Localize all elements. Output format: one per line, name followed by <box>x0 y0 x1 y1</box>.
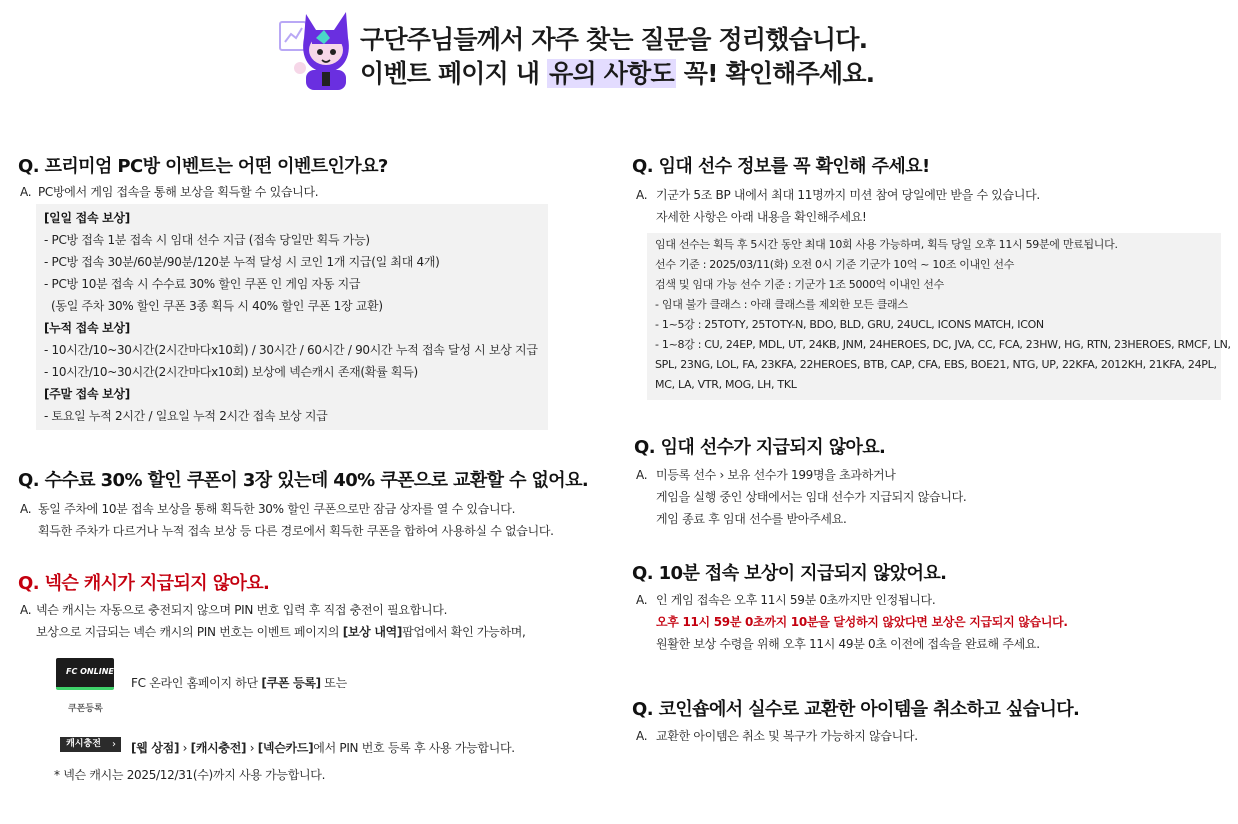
answer-line-1: 넥슨 캐시는 자동으로 충전되지 않으며 PIN 번호 입력 후 직접 충전이 필요합니다. <box>36 603 448 617</box>
faq-q6-answer-line3: 원활한 보상 수령을 위해 오후 11시 49분 0초 이전에 접속을 완료해 주세요. <box>656 637 1040 651</box>
chevron-right-icon: › <box>719 468 724 482</box>
faq-q6-title: Q. 10분 접속 보상이 지급되지 않았어요. <box>632 563 947 584</box>
answer-prefix: A. <box>20 185 32 199</box>
coupon-register-label: [쿠폰 등록] <box>261 676 321 690</box>
row2-post: 에서 PIN 번호 등록 후 사용 가능합니다. <box>313 741 515 755</box>
answer-line-2-pre: 보상으로 지급되는 넥슨 캐시의 PIN 번호는 이벤트 페이지의 <box>36 625 343 639</box>
detail-line: - PC방 접속 1분 접속 시 임대 선수 지급 (접속 당일만 획득 가능) <box>44 233 370 247</box>
nexon-card-label: [넥슨카드] <box>257 741 314 755</box>
reward-history-label: [보상 내역] <box>342 625 403 639</box>
chevron-right-icon: › <box>179 741 191 755</box>
faq-q3-answer-line2 <box>20 621 526 643</box>
chevron-right-icon: › <box>246 741 258 755</box>
faq-q6-answer <box>636 589 935 611</box>
faq-q4-detail-box <box>647 233 1231 400</box>
answer-line-1-pre: 미등록 선수 <box>656 468 720 482</box>
mascot-cat-icon <box>276 8 362 92</box>
header-line-2 <box>360 54 874 90</box>
faq-q2-answer-line2 <box>20 520 554 542</box>
header-line-2-post: 꼭! 확인해주세요. <box>675 59 875 88</box>
faq-q3-answer <box>20 599 447 621</box>
detail-line: - 1~8강 : CU, 24EP, MDL, UT, 24KB, JNM, 24HEROES, DC, JVA, CC, FCA, 23HW, HG, RTN, 23HEROES, RMCF, LN, <box>655 338 1231 351</box>
detail-line: - PC방 접속 30분/60분/90분/120분 누적 달성 시 코인 1개 지급(일 최대 4개) <box>44 255 440 269</box>
chevron-right-icon: › <box>107 737 121 752</box>
coupon-instruction-row <box>131 674 347 691</box>
detail-line: 선수 기준 : 2025/03/11(화) 오전 0시 기준 기군가 10억 ~ 10조 이내인 선수 <box>655 258 1015 271</box>
detail-line: 검색 및 임대 가능 선수 기준 : 기군가 1조 5000억 이내인 선수 <box>655 278 944 291</box>
faq-q5-title: Q. 임대 선수가 지급되지 않아요. <box>634 437 886 458</box>
detail-line: - 10시간/10~30시간(2시간마다x10회) 보상에 넥슨캐시 존재(확률 획득) <box>44 365 418 379</box>
row1-post: 또는 <box>320 676 347 690</box>
faq-q1-answer <box>20 181 318 203</box>
faq-header <box>0 0 1238 100</box>
answer-line-1: 동일 주차에 10분 접속 보상을 통해 획득한 30% 할인 쿠폰으로만 잠금 상자를 열 수 있습니다. <box>38 502 516 516</box>
detail-line: - PC방 10분 접속 시 수수료 30% 할인 쿠폰 인 게임 자동 지급 <box>44 277 361 291</box>
answer-prefix: A. <box>636 468 648 482</box>
coupon-register-caption: 쿠폰등록 <box>68 704 103 714</box>
answer-prefix: A. <box>636 729 648 743</box>
faq-q4-answer-line2: 자세한 사항은 아래 내용을 확인해주세요! <box>656 210 867 224</box>
cash-instruction-row <box>131 739 515 756</box>
faq-q7-answer <box>636 725 918 747</box>
answer-line-1: 교환한 아이템은 취소 및 복구가 가능하지 않습니다. <box>656 729 918 743</box>
detail-line: - 임대 불가 클래스 : 아래 클래스를 제외한 모든 클래스 <box>655 298 908 311</box>
header-highlight: 유의 사항도 <box>549 59 674 88</box>
answer-line-1: 인 게임 접속은 오후 11시 59분 0초까지만 인정됩니다. <box>656 593 936 607</box>
faq-q7-title: Q. 코인숍에서 실수로 교환한 아이템을 취소하고 싶습니다. <box>632 699 1080 720</box>
detail-line: 임대 선수는 획득 후 5시간 동안 최대 10회 사용 가능하며, 획득 당일 오후 11시 59분에 만료됩니다. <box>655 238 1118 251</box>
header-line-2-pre: 이벤트 페이지 내 <box>360 59 548 88</box>
faq-q4-answer <box>636 184 1040 206</box>
detail-line: (동일 주차 30% 할인 쿠폰 3종 획득 시 40% 할인 쿠폰 1장 교환) <box>44 299 383 313</box>
faq-q2-title: Q. 수수료 30% 할인 쿠폰이 3장 있는데 40% 쿠폰으로 교환할 수 없어요. <box>18 470 589 491</box>
answer-prefix: A. <box>636 188 648 202</box>
answer-line-1-post: 보유 선수가 199명을 초과하거나 <box>724 468 896 482</box>
faq-q4-title: Q. 임대 선수 정보를 꼭 확인해 주세요! <box>632 156 930 177</box>
cash-badge-label: 캐시충전 <box>66 739 101 749</box>
faq-q5-answer-line2: 게임을 실행 중인 상태에서는 임대 선수가 지급되지 않습니다. <box>656 490 967 504</box>
answer-prefix: A. <box>20 603 32 617</box>
header-line-1: 구단주님들께서 자주 찾는 질문을 정리했습니다. <box>360 25 868 54</box>
detail-line: - 토요일 누적 2시간 / 일요일 누적 2시간 접속 보상 지급 <box>44 409 328 423</box>
fc-online-coupon-logo <box>56 658 114 690</box>
faq-q6-warning: 오후 11시 59분 0초까지 10분을 달성하지 않았다면 보상은 지급되지 않습니다. <box>656 615 1068 629</box>
answer-prefix: A. <box>20 502 32 516</box>
answer-line-2: 획득한 주차가 다르거나 누적 접속 보상 등 다른 경로에서 획득한 쿠폰을 합하여 사용하실 수 없습니다. <box>38 524 554 538</box>
cash-charge-label: [캐시충전] <box>190 741 247 755</box>
faq-q3-title: Q. 넥슨 캐시가 지급되지 않아요. <box>18 573 270 594</box>
faq-q5-answer-line3: 게임 종료 후 임대 선수를 받아주세요. <box>656 512 847 526</box>
answer-line-1: 기군가 5조 BP 내에서 최대 11명까지 미션 참여 당일에만 받을 수 있습니다. <box>656 188 1040 202</box>
logo-text: FC ONLINE <box>66 667 114 676</box>
answer-prefix: A. <box>636 593 648 607</box>
detail-line: [일일 접속 보상] <box>44 211 130 225</box>
detail-line: [누적 접속 보상] <box>44 321 130 335</box>
cash-charge-badge <box>60 737 107 752</box>
detail-line: MC, LA, VTR, MOG, LH, TKL <box>655 378 797 391</box>
faq-q1-title: Q. 프리미엄 PC방 이벤트는 어떤 이벤트인가요? <box>18 156 388 177</box>
row1-pre: FC 온라인 홈페이지 하단 <box>131 676 262 690</box>
cash-expiry-note: * 넥슨 캐시는 2025/12/31(수)까지 사용 가능합니다. <box>54 768 326 782</box>
detail-line: SPL, 23NG, LOL, FA, 23KFA, 22HEROES, BTB, CAP, CFA, EBS, BOE21, NTG, UP, 22KFA, 2012KH, 21KFA, 24PL, <box>655 358 1217 371</box>
web-shop-label: [웹 상점] <box>131 741 180 755</box>
detail-line: - 10시간/10~30시간(2시간마다x10회) / 30시간 / 60시간 / 90시간 누적 접속 달성 시 보상 지급 <box>44 343 538 357</box>
faq-q2-answer <box>20 498 515 520</box>
detail-line: [주말 접속 보상] <box>44 387 130 401</box>
faq-q1-detail-box <box>36 204 548 430</box>
detail-line: - 1~5강 : 25TOTY, 25TOTY-N, BDO, BLD, GRU, 24UCL, ICONS MATCH, ICON <box>655 318 1044 331</box>
answer-text: PC방에서 게임 접속을 통해 보상을 획득할 수 있습니다. <box>38 185 319 199</box>
answer-line-2-post: 팝업에서 확인 가능하며, <box>402 625 526 639</box>
faq-q5-answer <box>636 464 896 486</box>
